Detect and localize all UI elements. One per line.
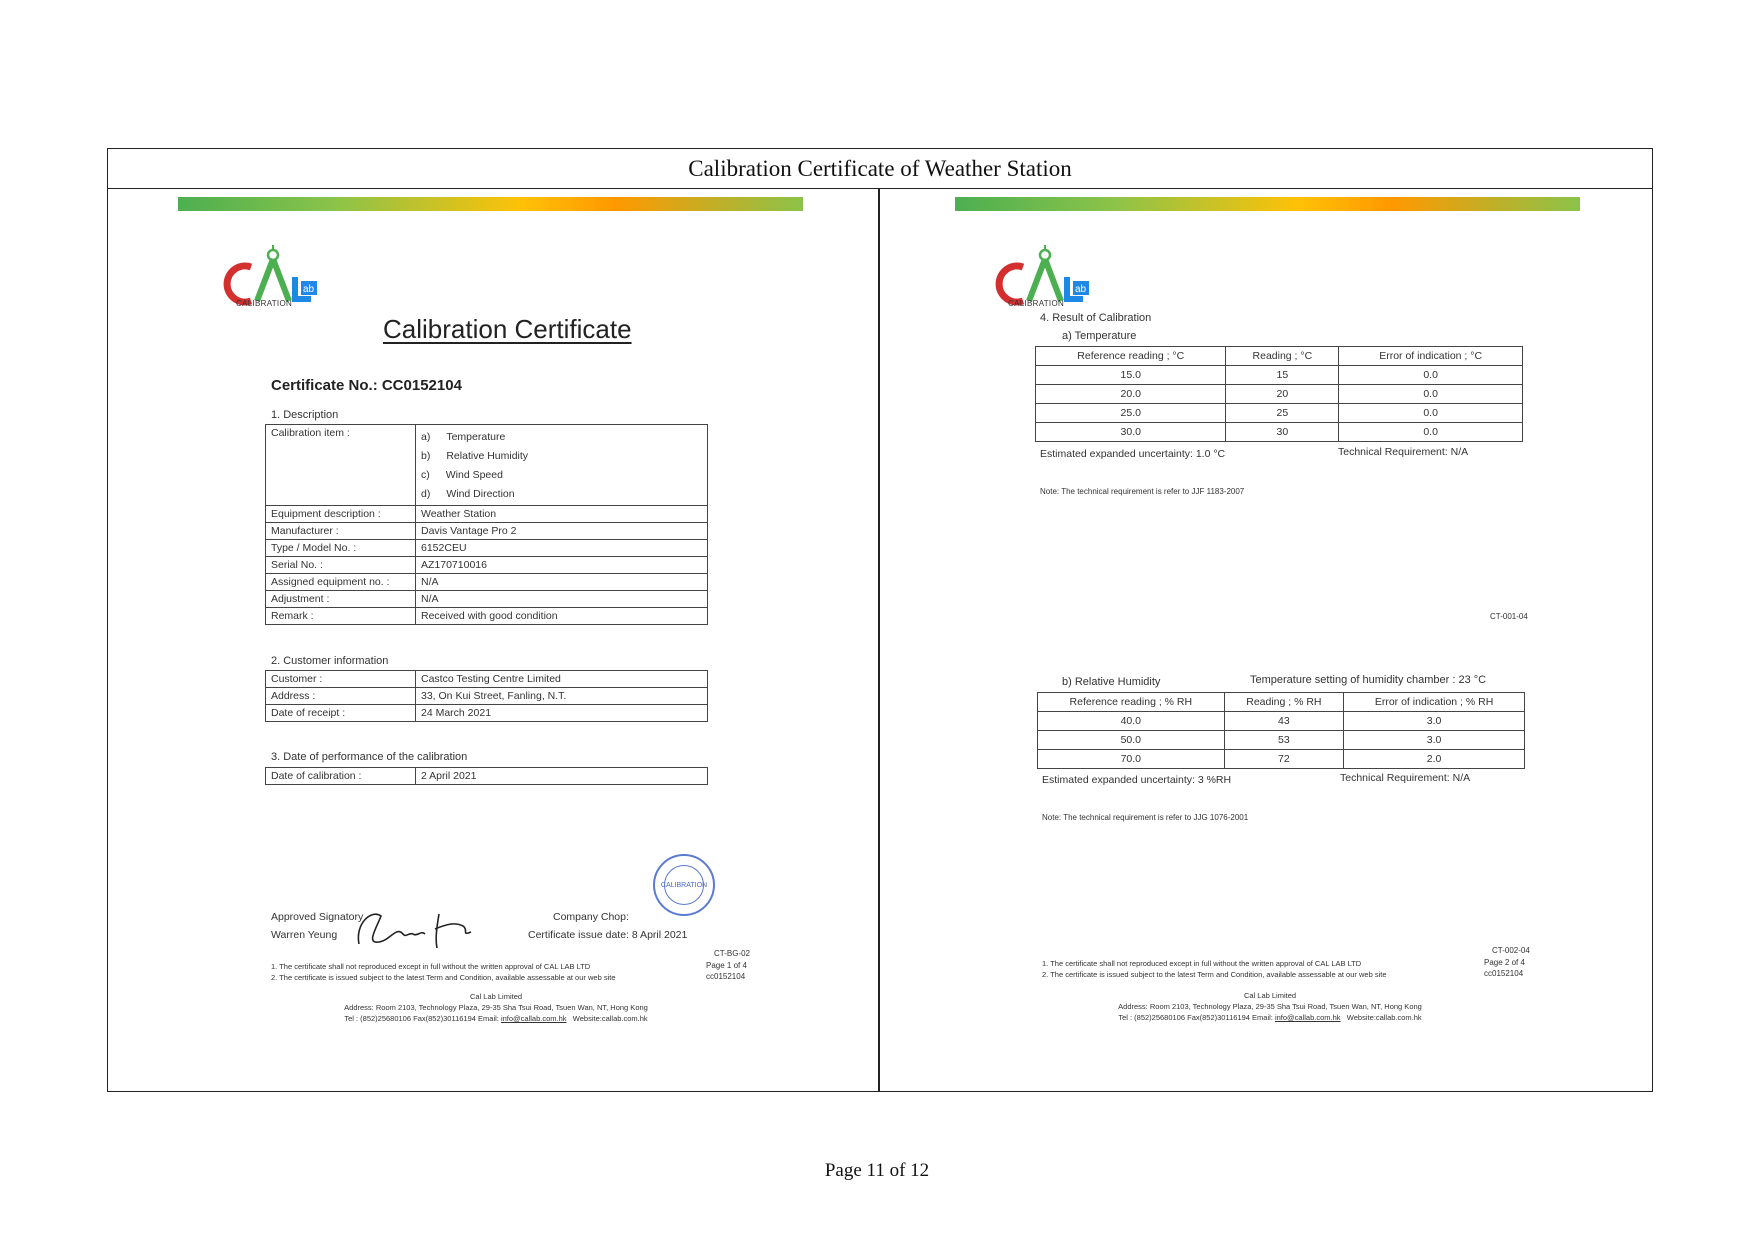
humidity-uncertainty: Estimated expanded uncertainty: 3 %RH bbox=[1042, 774, 1232, 786]
humidity-title: b) Relative Humidity bbox=[1062, 676, 1161, 688]
footer-company: Cal Lab Limited bbox=[1243, 991, 1297, 1000]
section-customer-title: 2. Customer information bbox=[271, 655, 389, 667]
company-chop-seal bbox=[653, 854, 715, 916]
reference-code: cc0152104 bbox=[706, 972, 746, 981]
section-description-title: 1. Description bbox=[271, 409, 339, 421]
seal-inner-ring bbox=[660, 865, 708, 905]
certificate-number: Certificate No.: CC0152104 bbox=[271, 377, 462, 394]
table-row: 30.0 30 0.0 bbox=[1036, 423, 1523, 442]
table-row: Address : 33, On Kui Street, Fanling, N.T. bbox=[266, 688, 708, 705]
page-number: Page 11 of 12 bbox=[824, 1160, 930, 1181]
footer-contact: Tel : (852)25680106 Fax(852)30116194 Email: info@callab.com.hk Website:callab.com.hk bbox=[1118, 1013, 1422, 1022]
approved-signatory-label: Approved Signatory bbox=[271, 911, 364, 923]
table-row: 25.0 25 0.0 bbox=[1036, 404, 1523, 423]
calibration-date-table bbox=[265, 767, 708, 785]
temperature-requirement: Technical Requirement: N/A bbox=[1338, 446, 1469, 458]
note-1: 1. The certificate shall not reproduced except in full without the written approval of CAL LAB LTD bbox=[271, 962, 591, 971]
header-gradient-bar bbox=[955, 197, 1580, 211]
list-item: b) Relative Humidity bbox=[421, 449, 529, 462]
table-row: Customer : Castco Testing Centre Limited bbox=[266, 671, 708, 688]
calibration-item-label: Calibration item : bbox=[266, 425, 416, 506]
website-text: Website:callab.com.hk bbox=[572, 1014, 648, 1023]
table-row: 70.0 72 2.0 bbox=[1038, 750, 1525, 769]
table-row: 15.0 15 0.0 bbox=[1036, 366, 1523, 385]
note-2: 2. The certificate is issued subject to the latest Term and Condition, available assessable at our web site bbox=[271, 973, 616, 982]
issue-date: Certificate issue date: 8 April 2021 bbox=[528, 929, 688, 941]
form-code-1: CT-001-04 bbox=[1490, 612, 1528, 621]
page-of: Page 2 of 4 bbox=[1484, 958, 1525, 967]
seal-text: CALIBRATION bbox=[660, 881, 708, 889]
table-row: Equipment description : Weather Station bbox=[266, 506, 708, 523]
signatory-name: Warren Yeung bbox=[271, 929, 338, 941]
website-text: Website:callab.com.hk bbox=[1346, 1013, 1422, 1022]
footer-address: Address: Room 2103, Technology Plaza, 29-35 Sha Tsui Road, Tsuen Wan, NT, Hong Kong bbox=[344, 1003, 648, 1012]
document-frame bbox=[107, 148, 1653, 1092]
temperature-title: a) Temperature bbox=[1062, 330, 1137, 342]
section-date-title: 3. Date of performance of the calibration bbox=[271, 751, 468, 763]
humidity-note: Note: The technical requirement is refer to JJG 1076-2001 bbox=[1042, 813, 1249, 822]
list-item: a) Temperature bbox=[421, 430, 506, 443]
frame-title: Calibration Certificate of Weather Station bbox=[108, 149, 1652, 189]
footer-company: Cal Lab Limited bbox=[469, 992, 523, 1001]
reference-code: cc0152104 bbox=[1484, 969, 1524, 978]
svg-text:ab: ab bbox=[1075, 284, 1087, 295]
page-of: Page 1 of 4 bbox=[706, 961, 747, 970]
temperature-table bbox=[1035, 346, 1523, 442]
temperature-note: Note: The technical requirement is refer to JJF 1183-2007 bbox=[1040, 487, 1245, 496]
header-gradient-bar bbox=[178, 197, 803, 211]
logo-subtitle: CALIBRATION bbox=[1008, 299, 1065, 308]
description-table bbox=[265, 424, 708, 625]
form-code-2: CT-002-04 bbox=[1492, 946, 1530, 955]
temperature-uncertainty: Estimated expanded uncertainty: 1.0 °C bbox=[1040, 448, 1226, 460]
table-header-row: Reference reading ; % RH Reading ; % RH Error of indication ; % RH bbox=[1038, 693, 1525, 712]
table-row: Remark : Received with good condition bbox=[266, 608, 708, 625]
table-row: Adjustment : N/A bbox=[266, 591, 708, 608]
page-footer-block bbox=[1045, 990, 1495, 1023]
humidity-table bbox=[1037, 692, 1525, 769]
logo-subtitle: CALIBRATION bbox=[236, 299, 293, 308]
page-footer-block bbox=[271, 991, 721, 1024]
certificate-heading: Calibration Certificate bbox=[383, 314, 632, 344]
customer-table bbox=[265, 670, 708, 722]
list-item: c) Wind Speed bbox=[421, 468, 503, 481]
table-row: Assigned equipment no. : N/A bbox=[266, 574, 708, 591]
section-result-title: 4. Result of Calibration bbox=[1040, 312, 1152, 324]
table-row: 50.0 53 3.0 bbox=[1038, 731, 1525, 750]
email-link[interactable]: info@callab.com.hk bbox=[1274, 1013, 1341, 1022]
form-code: CT-BG-02 bbox=[714, 949, 751, 958]
table-row: 20.0 20 0.0 bbox=[1036, 385, 1523, 404]
certificate-page-2 bbox=[880, 189, 1648, 1091]
note-1: 1. The certificate shall not reproduced except in full without the written approval of CAL LAB LTD bbox=[1042, 959, 1362, 968]
email-link[interactable]: info@callab.com.hk bbox=[500, 1014, 567, 1023]
table-row: Serial No. : AZ170710016 bbox=[266, 557, 708, 574]
signature-image bbox=[351, 904, 481, 954]
table-row: Date of calibration : 2 April 2021 bbox=[266, 768, 708, 785]
table-row: 40.0 43 3.0 bbox=[1038, 712, 1525, 731]
table-row: Date of receipt : 24 March 2021 bbox=[266, 705, 708, 722]
svg-text:ab: ab bbox=[303, 284, 315, 295]
company-chop-label: Company Chop: bbox=[553, 911, 629, 923]
certificate-page-1 bbox=[108, 189, 876, 1091]
table-row: Manufacturer : Davis Vantage Pro 2 bbox=[266, 523, 708, 540]
calibration-items-cell bbox=[416, 425, 708, 506]
list-item: d) Wind Direction bbox=[421, 487, 515, 500]
table-row: Type / Model No. : 6152CEU bbox=[266, 540, 708, 557]
humidity-chamber-setting: Temperature setting of humidity chamber : 23 °C bbox=[1250, 674, 1487, 686]
humidity-requirement: Technical Requirement: N/A bbox=[1340, 772, 1471, 784]
footer-contact: Tel : (852)25680106 Fax(852)30116194 Email: info@callab.com.hk Website:callab.com.hk bbox=[344, 1014, 648, 1023]
table-header-row: Reference reading ; °C Reading ; °C Error of indication ; °C bbox=[1036, 347, 1523, 366]
footer-address: Address: Room 2103, Technology Plaza, 29-35 Sha Tsui Road, Tsuen Wan, NT, Hong Kong bbox=[1118, 1002, 1422, 1011]
note-2: 2. The certificate is issued subject to the latest Term and Condition, available assessable at our web site bbox=[1042, 970, 1387, 979]
